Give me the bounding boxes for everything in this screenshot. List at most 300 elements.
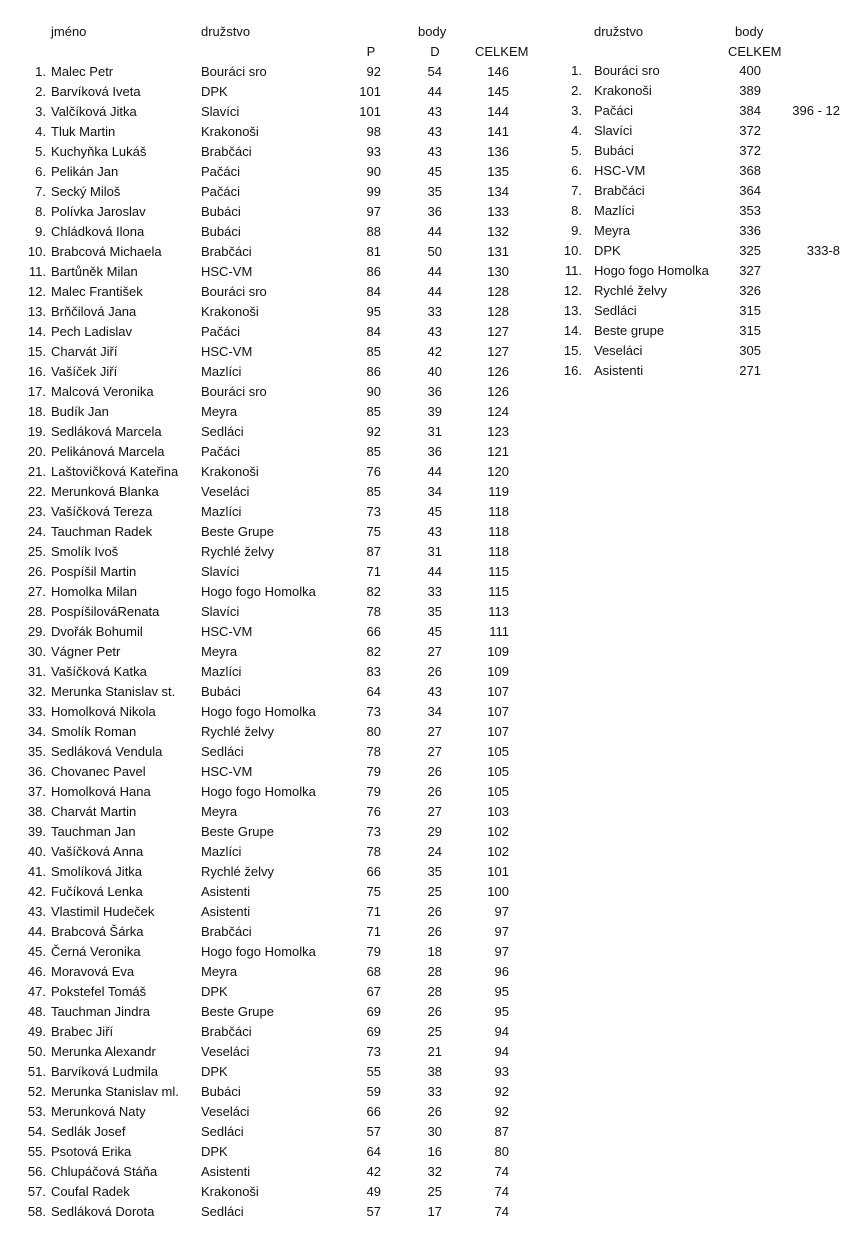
team-cell: Meyra (594, 223, 631, 238)
rank-cell: 45. (27, 944, 46, 959)
team-cell: DPK (201, 1064, 228, 1079)
d-cell: 32 (427, 1164, 442, 1179)
team-cell: HSC-VM (594, 163, 646, 178)
team-cell: Krakonoši (201, 1184, 259, 1199)
d-cell: 44 (427, 264, 442, 279)
total-cell: 389 (739, 83, 761, 98)
d-cell: 16 (427, 1144, 442, 1159)
name-cell: Merunka Stanislav ml. (51, 1084, 179, 1099)
rank-cell: 5. (571, 143, 582, 158)
d-cell: 43 (427, 144, 442, 159)
note-cell (770, 81, 840, 101)
total-cell: 127 (487, 344, 509, 359)
name-cell: Barvíková Ludmila (51, 1064, 158, 1079)
rank-cell: 9. (35, 224, 46, 239)
total-cell: 92 (494, 1104, 509, 1119)
total-cell: 107 (487, 704, 509, 719)
p-cell: 79 (366, 784, 381, 799)
total-cell: 80 (494, 1144, 509, 1159)
name-cell: Valčíková Jitka (51, 104, 137, 119)
note-cell (770, 261, 840, 281)
name-cell: Moravová Eva (51, 964, 135, 979)
d-cell: 34 (427, 704, 442, 719)
team-cell: Rychlé želvy (201, 544, 274, 559)
d-cell: 26 (427, 1004, 442, 1019)
p-cell: 79 (366, 944, 381, 959)
rank-cell: 51. (27, 1064, 46, 1079)
rank-cell: 13. (27, 304, 46, 319)
rank-cell: 58. (27, 1204, 46, 1219)
team-cell: Bouráci sro (201, 64, 267, 79)
name-cell: Chovanec Pavel (51, 764, 146, 779)
note-cell (770, 301, 840, 321)
total-cell: 102 (487, 824, 509, 839)
header-total: CELKEM (475, 44, 529, 59)
name-cell: Laštovičková Kateřina (51, 464, 179, 479)
team-cell: Hogo fogo Homolka (201, 584, 316, 599)
total-cell: 368 (739, 163, 761, 178)
rank-cell: 41. (27, 864, 46, 879)
total-cell: 336 (739, 223, 761, 238)
total-cell: 315 (739, 323, 761, 338)
rank-cell: 46. (27, 964, 46, 979)
team-cell: Asistenti (201, 904, 251, 919)
d-cell: 54 (427, 64, 442, 79)
d-cell: 44 (427, 224, 442, 239)
rank-cell: 43. (27, 904, 46, 919)
p-cell: 84 (366, 284, 381, 299)
p-cell: 85 (366, 344, 381, 359)
name-cell: Tauchman Radek (51, 524, 153, 539)
team-cell: Veseláci (594, 343, 643, 358)
total-cell: 144 (487, 104, 509, 119)
name-cell: Merunková Naty (51, 1104, 146, 1119)
rank-cell: 20. (27, 444, 46, 459)
total-cell: 127 (487, 324, 509, 339)
d-cell: 26 (427, 784, 442, 799)
name-cell: Charvát Jiří (51, 344, 118, 359)
team-cell: Slavíci (201, 104, 240, 119)
total-cell: 87 (494, 1124, 509, 1139)
team-cell: Pačáci (201, 324, 241, 339)
d-cell: 35 (427, 864, 442, 879)
total-cell: 97 (494, 904, 509, 919)
p-cell: 85 (366, 484, 381, 499)
rank-cell: 24. (27, 524, 46, 539)
name-cell: Homolková Hana (51, 784, 151, 799)
rank-cell: 7. (571, 183, 582, 198)
total-cell: 102 (487, 844, 509, 859)
rank-cell: 27. (27, 584, 46, 599)
total-cell: 97 (494, 924, 509, 939)
p-cell: 87 (366, 544, 381, 559)
d-cell: 44 (427, 464, 442, 479)
rank-cell: 48. (27, 1004, 46, 1019)
p-cell: 75 (366, 884, 381, 899)
team-cell: DPK (201, 84, 228, 99)
rank-cell: 10. (563, 243, 582, 258)
name-cell: Pokstefel Tomáš (51, 984, 147, 999)
total-cell: 95 (494, 1004, 509, 1019)
name-cell: Charvát Martin (51, 804, 137, 819)
note-cell: 333-8 (806, 243, 840, 258)
d-cell: 27 (427, 744, 442, 759)
name-cell: Merunková Blanka (51, 484, 159, 499)
total-cell: 118 (488, 524, 509, 539)
rank-cell: 4. (35, 124, 46, 139)
name-cell: Sedláková Marcela (51, 424, 162, 439)
rank-cell: 57. (27, 1184, 46, 1199)
d-cell: 40 (427, 364, 442, 379)
total-cell: 96 (494, 964, 509, 979)
d-cell: 43 (427, 684, 442, 699)
team-cell: Krakonoši (201, 464, 259, 479)
header-points-group-right: body (735, 24, 764, 39)
d-cell: 36 (427, 204, 442, 219)
name-cell: Pelikán Jan (51, 164, 119, 179)
team-cell: Krakonoši (201, 304, 259, 319)
p-cell: 90 (366, 384, 381, 399)
total-cell: 141 (487, 124, 509, 139)
d-cell: 26 (427, 1104, 442, 1119)
name-cell: Brabcová Šárka (51, 924, 144, 939)
p-cell: 80 (366, 724, 381, 739)
total-cell: 364 (739, 183, 761, 198)
total-cell: 109 (487, 644, 509, 659)
team-cell: Veseláci (201, 1104, 250, 1119)
total-cell: 105 (487, 784, 509, 799)
total-cell: 131 (487, 244, 509, 259)
d-cell: 34 (427, 484, 442, 499)
rank-cell: 32. (27, 684, 46, 699)
d-cell: 31 (427, 424, 442, 439)
d-cell: 28 (427, 964, 442, 979)
p-cell: 83 (366, 664, 381, 679)
d-cell: 35 (427, 184, 442, 199)
p-cell: 69 (366, 1004, 381, 1019)
team-cell: Slavíci (201, 604, 240, 619)
name-cell: Smolíková Jitka (51, 864, 143, 879)
total-cell: 124 (487, 404, 509, 419)
name-cell: Pech Ladislav (51, 324, 132, 339)
total-cell: 103 (487, 804, 509, 819)
rank-cell: 5. (35, 144, 46, 159)
name-cell: PospíšilováRenata (51, 604, 160, 619)
name-cell: Pospíšil Martin (51, 564, 137, 579)
rank-cell: 15. (27, 344, 46, 359)
p-cell: 73 (366, 824, 381, 839)
name-cell: Sedlák Josef (51, 1124, 126, 1139)
total-cell: 93 (494, 1064, 509, 1079)
name-cell: Bartůněk Milan (51, 264, 138, 279)
total-cell: 134 (487, 184, 509, 199)
team-cell: Beste grupe (594, 323, 665, 338)
rank-cell: 31. (27, 664, 46, 679)
name-cell: Brňčilová Jana (51, 304, 137, 319)
d-cell: 21 (427, 1044, 442, 1059)
team-cell: Mazlíci (201, 844, 242, 859)
note-cell (770, 201, 840, 221)
d-cell: 44 (427, 564, 442, 579)
note-cell (770, 341, 840, 361)
total-cell: 74 (494, 1204, 509, 1219)
note-cell (770, 141, 840, 161)
rank-cell: 1. (35, 64, 46, 79)
rank-cell: 10. (27, 244, 46, 259)
team-cell: Bubáci (201, 204, 241, 219)
d-cell: 31 (427, 544, 442, 559)
team-cell: Asistenti (201, 884, 251, 899)
team-cell: Slavíci (594, 123, 633, 138)
total-cell: 135 (487, 164, 509, 179)
name-cell: Secký Miloš (51, 184, 121, 199)
total-cell: 105 (487, 744, 509, 759)
total-cell: 315 (739, 303, 761, 318)
rank-cell: 4. (571, 123, 582, 138)
rank-cell: 9. (571, 223, 582, 238)
team-cell: Bubáci (201, 684, 241, 699)
rank-cell: 16. (563, 363, 582, 378)
p-cell: 101 (359, 104, 381, 119)
team-cell: Bouráci sro (201, 284, 267, 299)
team-cell: Meyra (201, 404, 238, 419)
name-cell: Dvořák Bohumil (51, 624, 143, 639)
d-cell: 26 (427, 764, 442, 779)
name-cell: Malec Petr (51, 64, 114, 79)
header-p: P (366, 44, 376, 59)
note-cell: 396 - 12 (792, 103, 840, 118)
name-cell: Homolková Nikola (51, 704, 156, 719)
rank-cell: 15. (563, 343, 582, 358)
team-cell: Mazlíci (594, 203, 635, 218)
header-d: D (430, 44, 440, 59)
note-cell (770, 121, 840, 141)
rank-cell: 8. (35, 204, 46, 219)
total-cell: 74 (494, 1164, 509, 1179)
p-cell: 57 (366, 1204, 381, 1219)
p-cell: 66 (366, 864, 381, 879)
total-cell: 130 (487, 264, 509, 279)
rank-cell: 2. (35, 84, 46, 99)
header-name: jméno (51, 24, 87, 39)
team-cell: Hogo fogo Homolka (594, 263, 709, 278)
name-cell: Coufal Radek (51, 1184, 130, 1199)
total-cell: 100 (487, 884, 509, 899)
rank-cell: 1. (571, 63, 582, 78)
rank-cell: 7. (35, 184, 46, 199)
rank-cell: 19. (27, 424, 46, 439)
d-cell: 36 (427, 444, 442, 459)
name-cell: Tluk Martin (51, 124, 116, 139)
total-cell: 132 (487, 224, 509, 239)
team-cell: HSC-VM (201, 344, 253, 359)
name-cell: Fučíková Lenka (51, 884, 143, 899)
team-cell: DPK (201, 1144, 228, 1159)
name-cell: Pelikánová Marcela (51, 444, 165, 459)
name-cell: Smolík Roman (51, 724, 137, 739)
p-cell: 79 (366, 764, 381, 779)
p-cell: 71 (366, 924, 381, 939)
total-cell: 353 (739, 203, 761, 218)
p-cell: 84 (366, 324, 381, 339)
d-cell: 27 (427, 804, 442, 819)
total-cell: 123 (487, 424, 509, 439)
d-cell: 43 (427, 524, 442, 539)
team-cell: Asistenti (594, 363, 644, 378)
total-cell: 372 (739, 123, 761, 138)
rank-cell: 53. (27, 1104, 46, 1119)
name-cell: Černá Veronika (51, 944, 141, 959)
header-team: družstvo (201, 24, 251, 39)
total-cell: 126 (487, 384, 509, 399)
rank-cell: 11. (564, 263, 582, 278)
name-cell: Merunka Stanislav st. (51, 684, 176, 699)
name-cell: Homolka Milan (51, 584, 137, 599)
team-cell: DPK (594, 243, 621, 258)
name-cell: Tauchman Jan (51, 824, 136, 839)
d-cell: 36 (427, 384, 442, 399)
total-cell: 105 (487, 764, 509, 779)
d-cell: 27 (427, 644, 442, 659)
team-cell: Krakonoši (201, 124, 259, 139)
total-cell: 305 (739, 343, 761, 358)
team-cell: Sedláci (201, 424, 244, 439)
p-cell: 82 (366, 644, 381, 659)
team-cell: Veseláci (201, 484, 250, 499)
rank-cell: 14. (27, 324, 46, 339)
rank-cell: 39. (27, 824, 46, 839)
team-cell: Beste Grupe (201, 824, 274, 839)
name-cell: Vlastimil Hudeček (51, 904, 155, 919)
p-cell: 95 (366, 304, 381, 319)
d-cell: 43 (427, 324, 442, 339)
rank-cell: 16. (27, 364, 46, 379)
total-cell: 126 (487, 364, 509, 379)
p-cell: 78 (366, 744, 381, 759)
team-cell: Mazlíci (201, 504, 242, 519)
total-cell: 128 (487, 304, 509, 319)
total-cell: 111 (489, 624, 509, 639)
total-cell: 95 (494, 984, 509, 999)
rank-cell: 35. (27, 744, 46, 759)
p-cell: 76 (366, 804, 381, 819)
d-cell: 50 (427, 244, 442, 259)
p-cell: 71 (366, 564, 381, 579)
total-cell: 107 (487, 724, 509, 739)
team-cell: HSC-VM (201, 264, 253, 279)
team-cell: Bubáci (201, 1084, 241, 1099)
rank-cell: 42. (27, 884, 46, 899)
name-cell: Vašíčková Anna (51, 844, 144, 859)
d-cell: 45 (427, 164, 442, 179)
p-cell: 82 (366, 584, 381, 599)
d-cell: 28 (427, 984, 442, 999)
team-cell: Rychlé želvy (594, 283, 667, 298)
total-cell: 119 (488, 484, 509, 499)
team-cell: Brabčáci (201, 924, 252, 939)
rank-cell: 44. (27, 924, 46, 939)
rank-cell: 12. (27, 284, 46, 299)
p-cell: 64 (366, 684, 381, 699)
team-cell: Rychlé želvy (201, 724, 274, 739)
d-cell: 44 (427, 284, 442, 299)
p-cell: 42 (366, 1164, 381, 1179)
team-cell: Brabčáci (594, 183, 645, 198)
p-cell: 76 (366, 464, 381, 479)
name-cell: Barvíková Iveta (51, 84, 141, 99)
total-cell: 384 (739, 103, 761, 118)
p-cell: 78 (366, 844, 381, 859)
rank-cell: 3. (35, 104, 46, 119)
rank-cell: 28. (27, 604, 46, 619)
rank-cell: 26. (27, 564, 46, 579)
total-cell: 113 (488, 604, 509, 619)
p-cell: 93 (366, 144, 381, 159)
p-cell: 67 (366, 984, 381, 999)
rank-cell: 11. (28, 264, 46, 279)
p-cell: 73 (366, 1044, 381, 1059)
rank-cell: 54. (27, 1124, 46, 1139)
team-cell: Meyra (201, 804, 238, 819)
rank-cell: 12. (563, 283, 582, 298)
d-cell: 33 (427, 1084, 442, 1099)
team-cell: Brabčáci (201, 144, 252, 159)
rank-cell: 18. (27, 404, 46, 419)
d-cell: 44 (427, 84, 442, 99)
p-cell: 59 (366, 1084, 381, 1099)
name-cell: Tauchman Jindra (51, 1004, 150, 1019)
rank-cell: 3. (571, 103, 582, 118)
name-cell: Vašíčková Katka (51, 664, 147, 679)
p-cell: 66 (366, 624, 381, 639)
name-cell: Sedláková Vendula (51, 744, 163, 759)
p-cell: 66 (366, 1104, 381, 1119)
p-cell: 88 (366, 224, 381, 239)
team-cell: Hogo fogo Homolka (201, 944, 316, 959)
p-cell: 55 (366, 1064, 381, 1079)
team-cell: Pačáci (201, 184, 241, 199)
p-cell: 86 (366, 364, 381, 379)
name-cell: Sedláková Dorota (51, 1204, 155, 1219)
rank-cell: 55. (27, 1144, 46, 1159)
total-cell: 372 (739, 143, 761, 158)
team-cell: Sedláci (201, 744, 244, 759)
team-cell: Asistenti (201, 1164, 251, 1179)
team-cell: Pačáci (594, 103, 634, 118)
d-cell: 33 (427, 584, 442, 599)
p-cell: 71 (366, 904, 381, 919)
header-total-right: CELKEM (728, 44, 782, 59)
d-cell: 30 (427, 1124, 442, 1139)
total-cell: 133 (487, 204, 509, 219)
note-cell (770, 221, 840, 241)
name-cell: Polívka Jaroslav (51, 204, 146, 219)
rank-cell: 30. (27, 644, 46, 659)
d-cell: 43 (427, 124, 442, 139)
d-cell: 26 (427, 664, 442, 679)
rank-cell: 33. (27, 704, 46, 719)
p-cell: 69 (366, 1024, 381, 1039)
note-cell (770, 361, 840, 381)
rank-cell: 21. (27, 464, 46, 479)
team-cell: Beste Grupe (201, 1004, 274, 1019)
team-cell: Bouráci sro (201, 384, 267, 399)
d-cell: 24 (427, 844, 442, 859)
team-cell: Bubáci (201, 224, 241, 239)
d-cell: 45 (427, 504, 442, 519)
rank-cell: 40. (27, 844, 46, 859)
total-cell: 120 (487, 464, 509, 479)
